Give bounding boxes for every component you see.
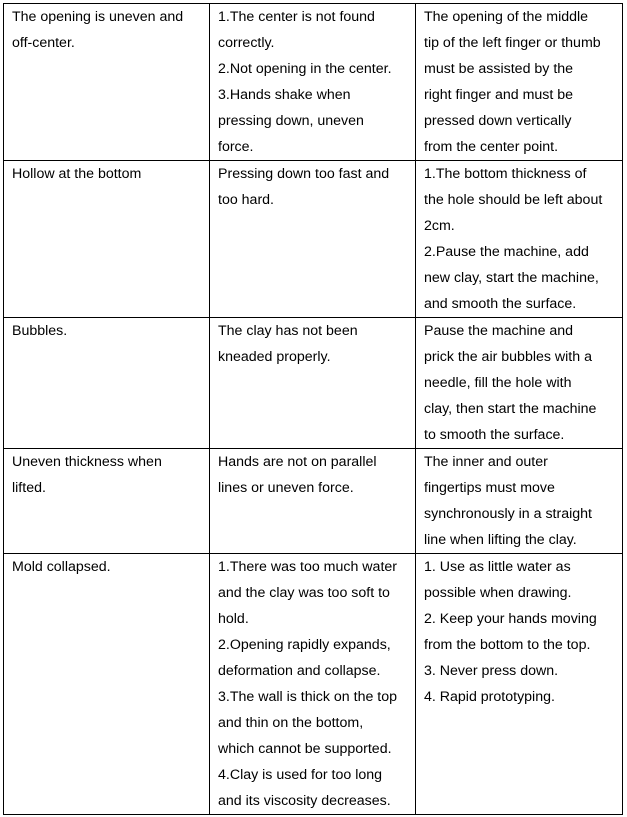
table-row: [4, 161, 623, 318]
problem-cell: [4, 449, 210, 554]
solution-cell: [416, 449, 623, 554]
cause-cell: [210, 161, 416, 318]
cause-text: which cannot be supported.: [218, 741, 392, 757]
problem-cell: [4, 554, 210, 815]
cause-text: The clay has not been: [218, 323, 358, 339]
solution-text: The inner and outer: [424, 454, 548, 470]
cause-text: and the clay was too soft to: [218, 585, 390, 601]
cause-text: kneaded properly.: [218, 349, 331, 365]
cause-text: 2.Not opening in the center.: [218, 61, 392, 77]
troubleshooting-table: [3, 3, 623, 815]
problem-text: Bubbles.: [12, 323, 68, 339]
problem-cell: [4, 4, 210, 161]
cause-text: correctly.: [218, 35, 275, 51]
cause-text: 1.There was too much water: [218, 559, 397, 575]
cause-text: 3.Hands shake when: [218, 87, 351, 103]
problem-text: Uneven thickness when: [12, 454, 162, 470]
solution-text: right finger and must be: [424, 87, 574, 103]
problem-cell: [4, 161, 210, 318]
solution-text: from the center point.: [424, 139, 559, 155]
solution-text: the hole should be left about: [424, 192, 603, 208]
table-body: [4, 4, 623, 815]
solution-cell: [416, 4, 623, 161]
solution-text: 3. Never press down.: [424, 663, 559, 679]
solution-cell: [416, 161, 623, 318]
solution-text: 1. Use as little water as: [424, 559, 571, 575]
cause-text: hold.: [218, 611, 249, 627]
solution-text: The opening of the middle: [424, 9, 589, 25]
cause-text: too hard.: [218, 192, 275, 208]
solution-text: possible when drawing.: [424, 585, 572, 601]
cause-cell: [210, 318, 416, 449]
cause-text: force.: [218, 139, 254, 155]
cause-cell: [210, 4, 416, 161]
cause-text: deformation and collapse.: [218, 663, 381, 679]
table-row: [4, 554, 623, 815]
solution-text: 2cm.: [424, 218, 455, 234]
solution-cell: [416, 318, 623, 449]
solution-cell: [416, 554, 623, 815]
problem-text: off-center.: [12, 35, 75, 51]
solution-text: Pause the machine and: [424, 323, 574, 339]
cause-text: 3.The wall is thick on the top: [218, 689, 398, 705]
solution-text: 2. Keep your hands moving: [424, 611, 597, 627]
solution-text: must be assisted by the: [424, 61, 574, 77]
problem-text: The opening is uneven and: [12, 9, 184, 25]
solution-text: synchronously in a straight: [424, 506, 592, 522]
cause-text: Hands are not on parallel: [218, 454, 377, 470]
problem-text: Mold collapsed.: [12, 559, 111, 575]
solution-text: tip of the left finger or thumb: [424, 35, 601, 51]
problem-cell: [4, 318, 210, 449]
cause-cell: [210, 554, 416, 815]
cause-text: Pressing down too fast and: [218, 166, 390, 182]
cause-text: pressing down, uneven: [218, 113, 364, 129]
cause-text: 2.Opening rapidly expands,: [218, 637, 391, 653]
cause-cell: [210, 449, 416, 554]
cause-text: and its viscosity decreases.: [218, 793, 391, 809]
solution-text: and smooth the surface.: [424, 296, 577, 312]
cause-text: 4.Clay is used for too long: [218, 767, 383, 783]
solution-text: prick the air bubbles with a: [424, 349, 592, 365]
solution-text: needle, fill the hole with: [424, 375, 572, 391]
table-row: [4, 449, 623, 554]
solution-text: 4. Rapid prototyping.: [424, 689, 555, 705]
table-row: [4, 318, 623, 449]
solution-text: to smooth the surface.: [424, 427, 565, 443]
solution-text: fingertips must move: [424, 480, 555, 496]
problem-text: Hollow at the bottom: [12, 166, 142, 182]
solution-text: new clay, start the machine,: [424, 270, 599, 286]
solution-text: line when lifting the clay.: [424, 532, 577, 548]
solution-text: pressed down vertically: [424, 113, 572, 129]
solution-text: 2.Pause the machine, add: [424, 244, 589, 260]
cause-text: 1.The center is not found: [218, 9, 375, 25]
cause-text: and thin on the bottom,: [218, 715, 364, 731]
problem-text: lifted.: [12, 480, 46, 496]
table-row: [4, 4, 623, 161]
solution-text: clay, then start the machine: [424, 401, 597, 417]
solution-text: 1.The bottom thickness of: [424, 166, 587, 182]
solution-text: from the bottom to the top.: [424, 637, 591, 653]
cause-text: lines or uneven force.: [218, 480, 354, 496]
